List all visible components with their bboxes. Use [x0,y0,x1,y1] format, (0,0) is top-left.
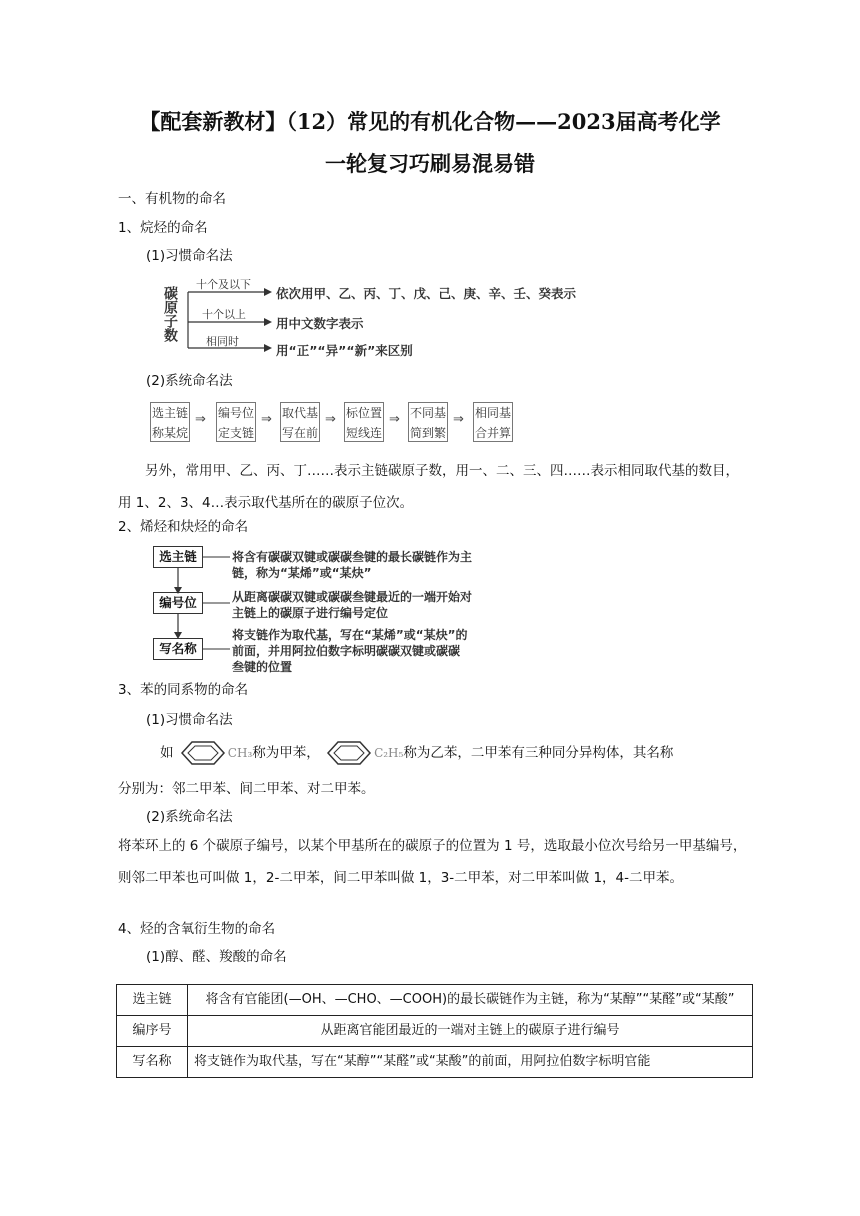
habit-condition-2: 十个以上 [202,308,246,321]
habit-result-1: 依次用甲、乙、丙、丁、戊、己、庚、辛、壬、癸表示 [276,286,577,301]
heading-benzene: 3、苯的同系物的命名 [118,682,249,698]
alkene-step-2: 编号位 [153,592,203,614]
title-line-2: 一轮复习巧刷易混易错 [325,151,535,176]
title-line-1: 【配套新教材】（12）常见的有机化合物——2023届高考化学 [139,109,721,134]
table-body-cell: 将支链作为取代基，写在“某醇”“某醛”或“某酸”的前面，用阿拉伯数字标明官能 [188,1047,753,1078]
arrow-5: ⇒ [453,412,464,427]
alkene-desc-3: 将支链作为取代基，写在“某烯”或“某炔”的前面，并用阿拉伯数字标明碳碳双键或碳碳叁键的位置 [232,628,468,674]
ethylbenzene-substituent: C₂H₅ [374,746,404,760]
habit-diagram [160,276,577,358]
habit-condition-3: 相同时 [206,335,239,348]
heading-habit-naming: (1)习惯命名法 [146,248,233,264]
heading-alkane: 1、烷烃的命名 [118,220,208,236]
system-step-4: 标位置 短线连 [344,402,384,442]
benzene-habit-line-2: 分别为：邻二甲苯、间二甲苯、对二甲苯。 [118,781,375,797]
system-step-5: 不同基 简到繁 [408,402,448,442]
table-body-cell: 从距离官能团最近的一端对主链上的碳原子进行编号 [188,1016,753,1047]
system-step-3: 取代基 写在前 [280,402,320,442]
heading-oxygen-derivatives: 4、烃的含氧衍生物的命名 [118,921,276,937]
habit-result-3: 用“正”“异”“新”来区别 [276,343,413,358]
habit-diagram-label: 碳原子数 [162,286,178,342]
alcohol-naming-table [116,984,753,1078]
heading-naming: 一、有机物的命名 [118,191,226,207]
heading-benzene-habit: (1)习惯命名法 [146,712,233,728]
paragraph-benzene-system: 将苯环上的 6 个碳原子编号，以某个甲基所在的碳原子的位置为 1 号，选取最小位次号给另一甲基编号，则邻二甲苯也可叫做 1，2-二甲苯，间二甲苯叫做 1，3-二甲苯，对二甲苯叫做 1，4-二甲苯。 [118,838,747,886]
heading-alcohol-naming: (1)醇、醛、羧酸的命名 [146,949,287,965]
arrow-3: ⇒ [325,412,336,427]
system-step-1: 选主链 称某烷 [150,402,190,442]
table-head-cell: 写名称 [117,1047,188,1078]
alkene-desc-2: 从距离碳碳双键或碳碳叁键最近的一端开始对主链上的碳原子进行编号定位 [232,590,473,620]
alkene-step-3: 写名称 [153,638,203,660]
alkene-step-1: 选主链 [153,546,203,568]
table-row [117,985,753,1016]
paragraph-alkane: 另外，常用甲、乙、丙、丁……表示主链碳原子数，用一、二、三、四……表示相同取代基的数目，用 1、2、3、4…表示取代基所在的碳原子位次。 [118,463,739,511]
table-head-cell: 编序号 [117,1016,188,1047]
habit-result-2: 用中文数字表示 [276,316,364,331]
table-row [117,1047,753,1078]
heading-system-naming: (2)系统命名法 [146,373,233,389]
table-row [117,1016,753,1047]
toluene-substituent: CH₃ [227,746,253,760]
habit-condition-1: 十个及以下 [196,278,251,291]
system-step-6: 相同基 合并算 [473,402,513,442]
table-head-cell: 选主链 [117,985,188,1016]
toluene-ring-icon [178,739,228,767]
alkene-desc-1: 将含有碳碳双键或碳碳叁键的最长碳链作为主链，称为“某烯”或“某炔” [232,550,473,580]
heading-alkene: 2、烯烃和炔烃的命名 [118,519,249,535]
table-body-cell: 将含有官能团(—OH、—CHO、—COOH)的最长碳链作为主链，称为“某醇”“某醛”或“某酸” [188,985,753,1016]
heading-benzene-system: (2)系统命名法 [146,809,233,825]
benzene-habit-line: 如 CH₃称为甲苯， C₂H₅称为乙苯，二甲苯有三种同分异构体，其名称 [160,737,760,769]
arrow-4: ⇒ [389,412,400,427]
arrow-1: ⇒ [195,412,206,427]
system-step-2: 编号位 定支链 [216,402,256,442]
arrow-2: ⇒ [261,412,272,427]
ethylbenzene-ring-icon [324,739,374,767]
